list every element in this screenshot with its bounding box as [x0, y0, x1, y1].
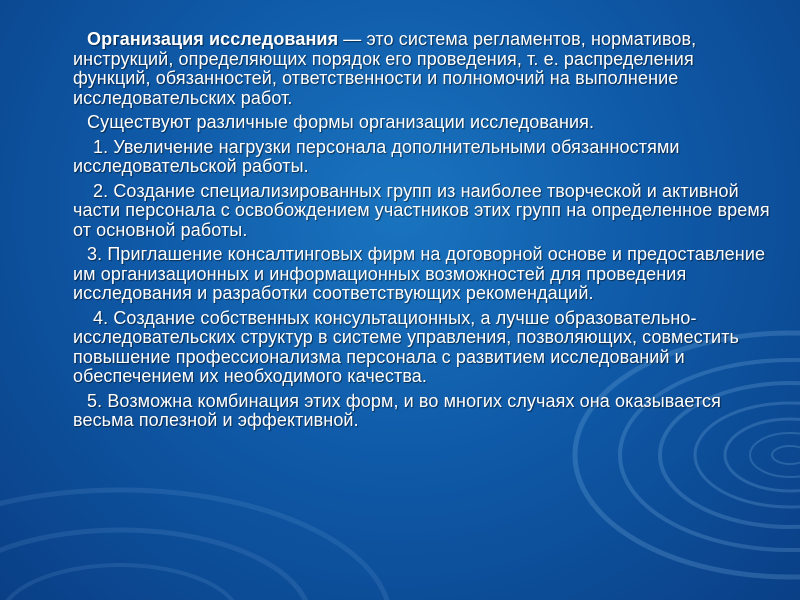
list-item-1: 1. Увеличение нагрузки персонала дополнительными обязанностями исследовательской работы.	[73, 136, 680, 176]
list-item-4: 4. Создание собственных консультационных, а лучше образовательно-исследовательских структур в системе управления, позволяющих, совместить повышение профессионализма персонала с развитием исследований и обеспечением их необходимого качества.	[73, 307, 740, 386]
intro-definition: — это система регламентов, нормативов, инструкций, определяющих порядок его проведения, т. е. распределения функций, обязанностей, ответственности и полномочий на выполнение исследовательских работ.	[73, 29, 697, 108]
forms-heading: Существуют различные формы организации исследования.	[87, 112, 595, 132]
intro-paragraph	[73, 30, 773, 108]
intro-term: Организация исследования	[87, 29, 339, 49]
slide-body-text	[73, 30, 773, 431]
list-item-2: 2. Создание специализированных групп из наиболее творческой и активной части персонала с освобождением участников этих групп на определенное время от основной работы.	[73, 180, 770, 240]
list-item-5: 5. Возможна комбинация этих форм, и во многих случаях она оказывается весьма полезной и эффективной.	[73, 390, 721, 430]
list-item-3: 3. Приглашение консалтинговых фирм на договорной основе и предоставление им организационных и информационных возможностей для проведения исследования и разработки соответствующих рекомендаций.	[73, 244, 766, 303]
